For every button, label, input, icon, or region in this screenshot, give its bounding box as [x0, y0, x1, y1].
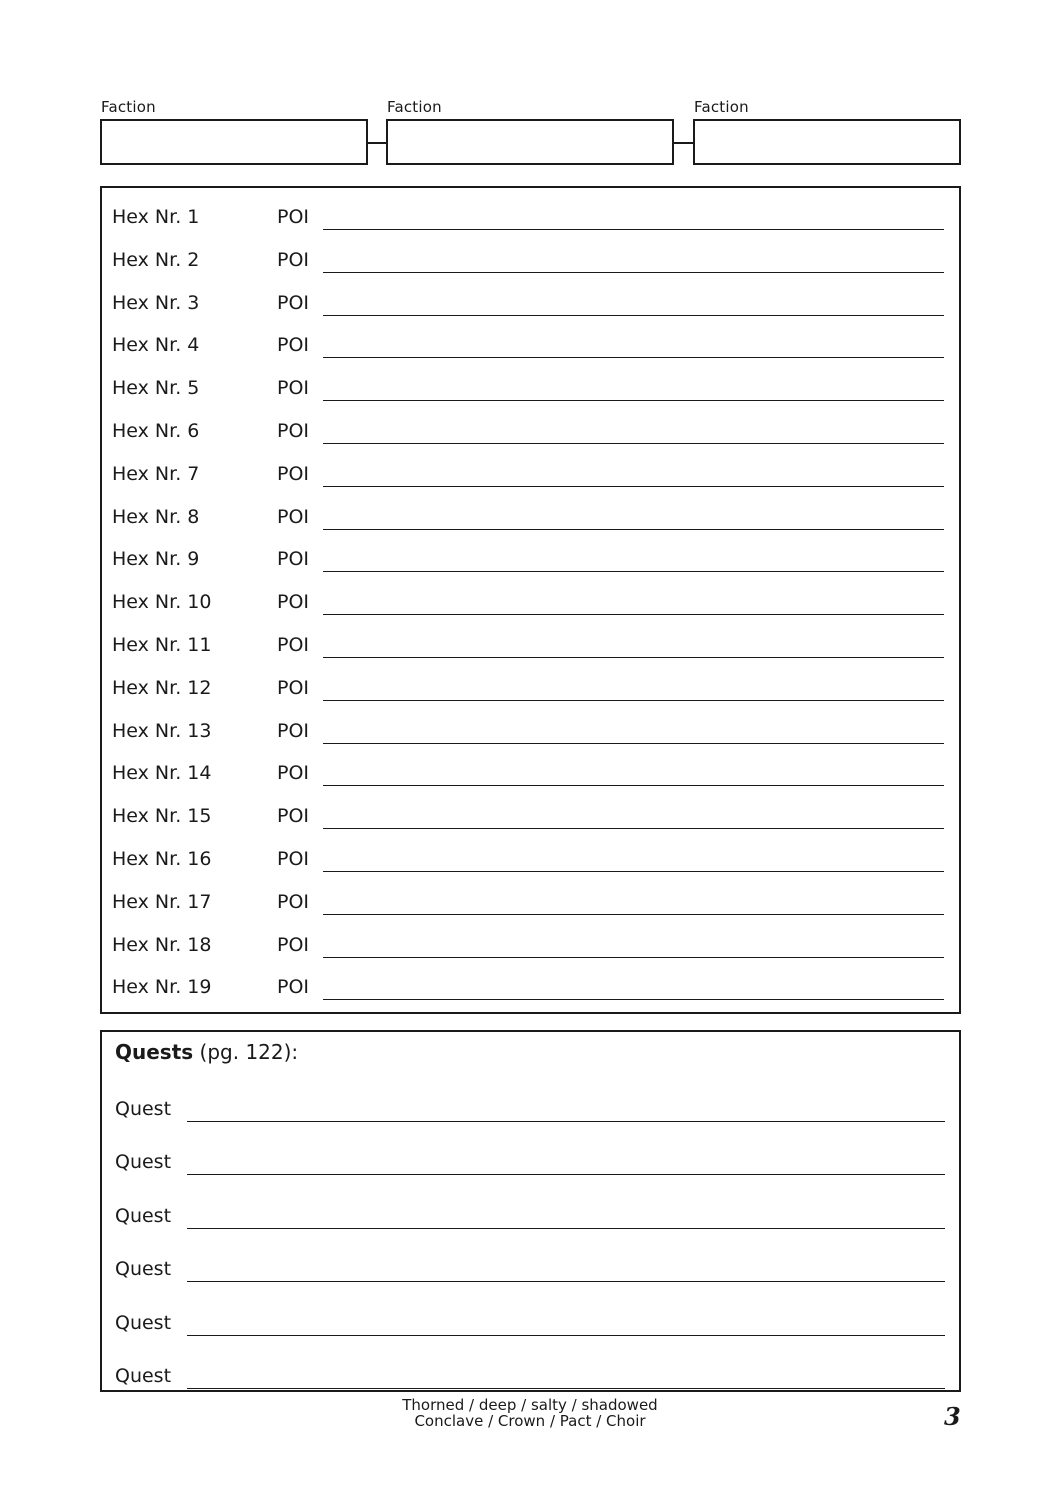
hex-row — [112, 546, 944, 576]
quest-row — [115, 1096, 945, 1126]
poi-label: POI — [277, 676, 310, 699]
faction-label-2: Faction — [387, 98, 442, 116]
quests-heading-page-ref: (pg. 122): — [193, 1040, 299, 1064]
poi-label: POI — [277, 634, 310, 656]
footer — [330, 1397, 730, 1429]
hex-number-label: Hex Nr. 14 — [112, 762, 212, 785]
poi-label: POI — [277, 334, 310, 357]
poi-label: POI — [277, 848, 310, 870]
poi-entry-line[interactable] — [323, 700, 944, 701]
poi-entry-line[interactable] — [323, 957, 944, 958]
poi-entry-line[interactable] — [323, 229, 944, 230]
poi-label: POI — [277, 377, 310, 400]
hex-row — [112, 418, 944, 448]
hex-row — [112, 846, 944, 876]
poi-entry-line[interactable] — [323, 999, 944, 1000]
footer-line-1: Thorned / deep / salty / shadowed — [402, 1396, 658, 1414]
footer-line-2: Conclave / Crown / Pact / Choir — [414, 1412, 646, 1430]
poi-entry-line[interactable] — [323, 400, 944, 401]
hex-row — [112, 204, 944, 234]
quest-entry-line[interactable] — [187, 1281, 945, 1282]
poi-entry-line[interactable] — [323, 828, 944, 829]
hex-number-label: Hex Nr. 8 — [112, 505, 200, 528]
hex-number-label: Hex Nr. 5 — [112, 377, 200, 400]
hex-number-label: Hex Nr. 1 — [112, 206, 200, 228]
quest-row — [115, 1149, 945, 1179]
hex-row — [112, 760, 944, 790]
hex-row — [112, 803, 944, 833]
poi-label: POI — [277, 719, 310, 742]
poi-label: POI — [277, 890, 310, 913]
poi-label: POI — [277, 762, 310, 785]
poi-label: POI — [277, 291, 310, 314]
hex-row — [112, 375, 944, 405]
faction-field-2[interactable] — [386, 119, 674, 165]
hex-row — [112, 932, 944, 962]
faction-connector-2 — [674, 142, 693, 144]
quest-label: Quest — [115, 1151, 172, 1174]
hex-number-label: Hex Nr. 18 — [112, 933, 212, 956]
faction-field-3[interactable] — [693, 119, 961, 165]
poi-label: POI — [277, 548, 310, 571]
poi-entry-line[interactable] — [323, 529, 944, 530]
poi-entry-line[interactable] — [323, 571, 944, 572]
hex-row — [112, 461, 944, 491]
hex-number-label: Hex Nr. 13 — [112, 719, 212, 742]
quest-label: Quest — [115, 1365, 172, 1387]
faction-label-1: Faction — [101, 98, 156, 116]
hex-row — [112, 974, 944, 1004]
quests-heading — [115, 1040, 298, 1064]
hex-number-label: Hex Nr. 6 — [112, 420, 200, 442]
hex-row — [112, 889, 944, 919]
quest-label: Quest — [115, 1204, 172, 1227]
quest-label: Quest — [115, 1311, 172, 1334]
hex-number-label: Hex Nr. 4 — [112, 334, 200, 357]
hex-row — [112, 632, 944, 662]
quest-row — [115, 1203, 945, 1233]
quest-entry-line[interactable] — [187, 1228, 945, 1229]
poi-entry-line[interactable] — [323, 443, 944, 444]
quest-entry-line[interactable] — [187, 1335, 945, 1336]
quest-label: Quest — [115, 1258, 172, 1281]
hex-number-label: Hex Nr. 10 — [112, 591, 212, 614]
hex-number-label: Hex Nr. 3 — [112, 291, 200, 314]
hex-row — [112, 675, 944, 705]
hex-number-label: Hex Nr. 7 — [112, 462, 200, 485]
poi-entry-line[interactable] — [323, 486, 944, 487]
hex-number-label: Hex Nr. 19 — [112, 976, 212, 999]
quest-entry-line[interactable] — [187, 1388, 945, 1389]
quest-row — [115, 1363, 945, 1393]
poi-entry-line[interactable] — [323, 743, 944, 744]
poi-label: POI — [277, 933, 310, 956]
poi-entry-line[interactable] — [323, 657, 944, 658]
poi-label: POI — [277, 805, 310, 828]
poi-entry-line[interactable] — [323, 785, 944, 786]
poi-entry-line[interactable] — [323, 272, 944, 273]
quests-heading-title: Quests — [115, 1040, 194, 1064]
hex-list-panel — [100, 186, 961, 1014]
poi-label: POI — [277, 248, 310, 271]
quests-panel — [100, 1030, 961, 1392]
faction-field-1[interactable] — [100, 119, 368, 165]
poi-label: POI — [277, 976, 310, 999]
poi-entry-line[interactable] — [323, 614, 944, 615]
quest-row — [115, 1256, 945, 1286]
hex-row — [112, 504, 944, 534]
quest-label: Quest — [115, 1098, 172, 1120]
hex-row — [112, 290, 944, 320]
poi-label: POI — [277, 420, 310, 442]
hex-row — [112, 332, 944, 362]
hex-number-label: Hex Nr. 9 — [112, 548, 200, 571]
hex-number-label: Hex Nr. 2 — [112, 248, 200, 271]
hex-row — [112, 718, 944, 748]
hex-row — [112, 247, 944, 277]
hex-row — [112, 589, 944, 619]
quest-row — [115, 1310, 945, 1340]
poi-entry-line[interactable] — [323, 357, 944, 358]
poi-label: POI — [277, 462, 310, 485]
poi-entry-line[interactable] — [323, 315, 944, 316]
hex-number-label: Hex Nr. 15 — [112, 805, 212, 828]
hex-number-label: Hex Nr. 11 — [112, 634, 212, 656]
hex-number-label: Hex Nr. 16 — [112, 848, 212, 870]
hex-number-label: Hex Nr. 17 — [112, 890, 212, 913]
quest-entry-line[interactable] — [187, 1174, 945, 1175]
poi-entry-line[interactable] — [323, 914, 944, 915]
faction-connector-1 — [368, 142, 386, 144]
faction-label-3: Faction — [694, 98, 749, 116]
poi-entry-line[interactable] — [323, 871, 944, 872]
hex-number-label: Hex Nr. 12 — [112, 676, 212, 699]
poi-label: POI — [277, 591, 310, 614]
poi-label: POI — [277, 505, 310, 528]
quest-entry-line[interactable] — [187, 1121, 945, 1122]
poi-label: POI — [277, 206, 310, 228]
page-number: 3 — [944, 1402, 961, 1431]
